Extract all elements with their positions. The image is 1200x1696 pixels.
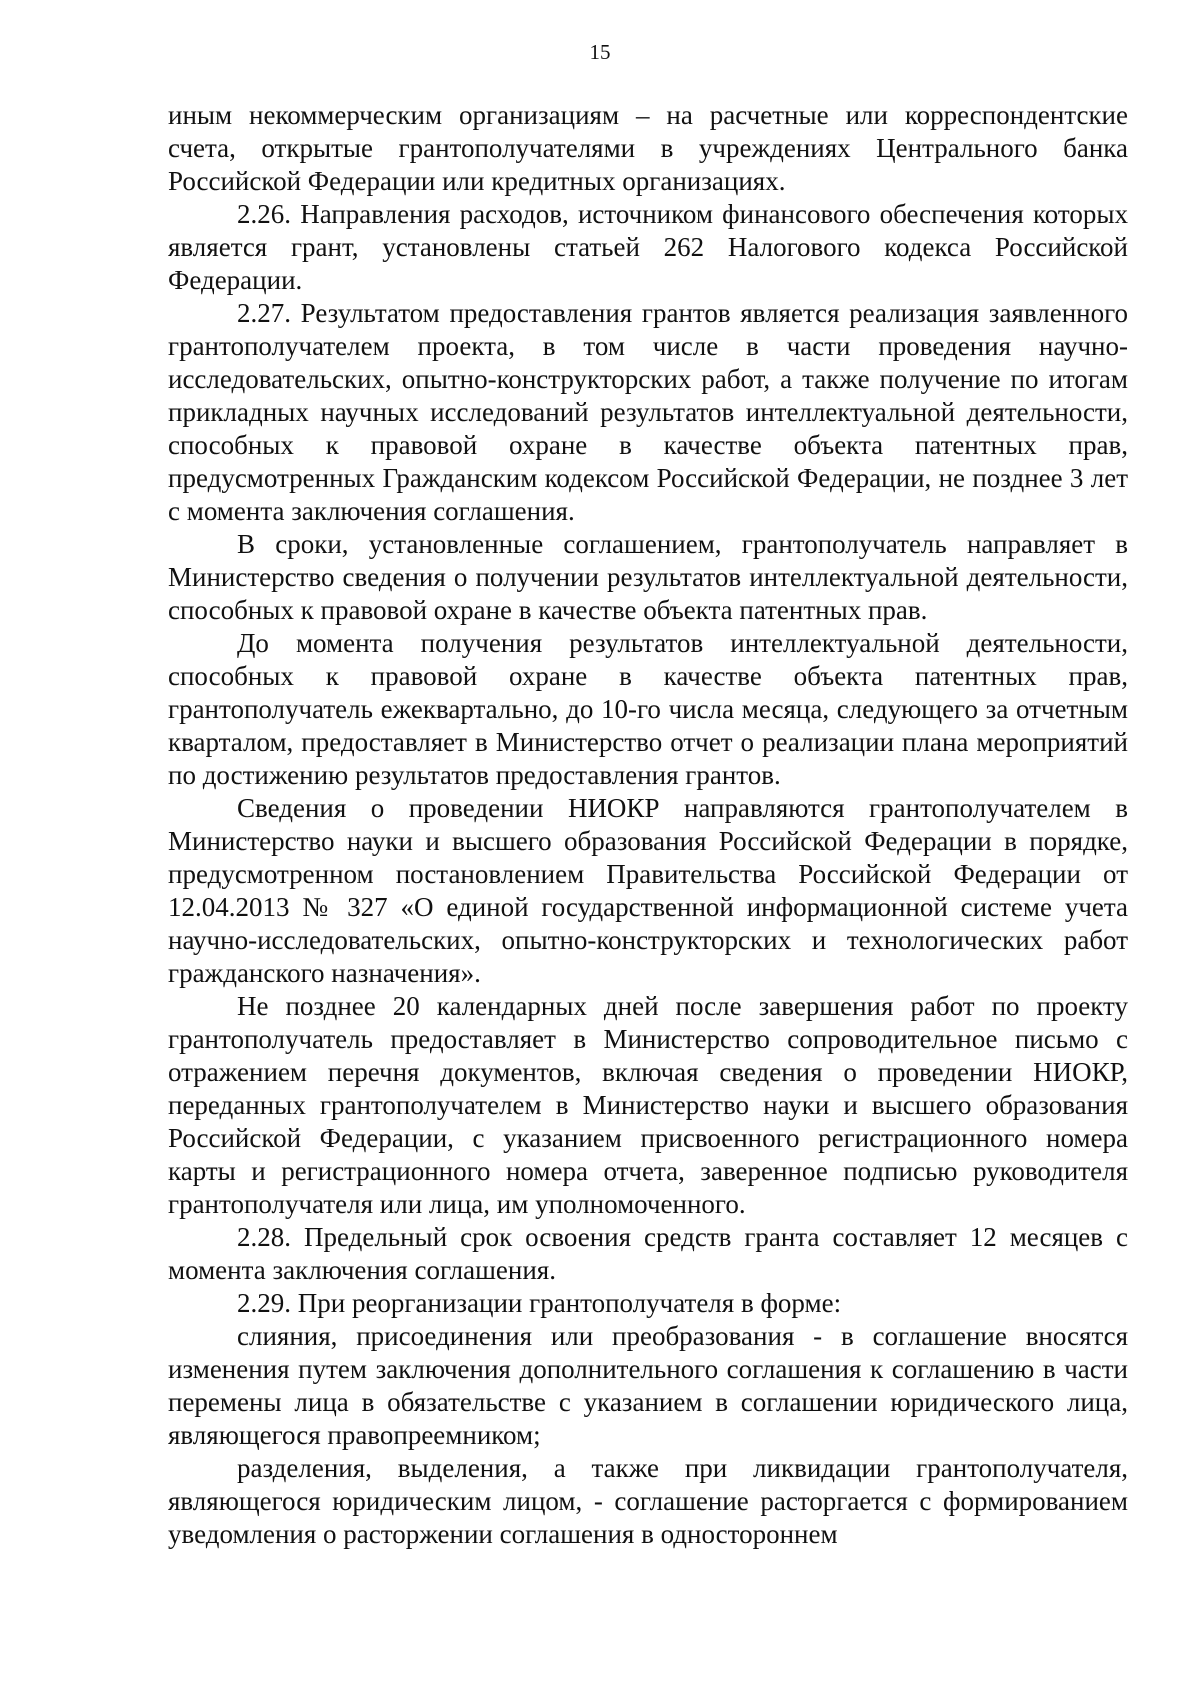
document-body (168, 99, 1128, 1551)
paragraph-2-27: 2.27. Результатом предоставления грантов является реализация заявленного грантополучателем проекта, в том числе в части проведения научно-исследовательских, опытно-конструкторских работ, а также получение по итогам прикладных научных исследований результатов интеллектуальной деятельности, способных к правовой охране в качестве объекта патентных прав, предусмотренных Гражданским кодексом Российской Федерации, не позднее 3 лет с момента заключения соглашения. (168, 298, 1128, 526)
paragraph-division: разделения, выделения, а также при ликвидации грантополучателя, являющегося юридическим лицом, - соглашение расторгается с формированием уведомления о расторжении соглашения в одностороннем (168, 1453, 1128, 1549)
paragraph-niokr-info: Сведения о проведении НИОКР направляются грантополучателем в Министерство науки и высшего образования Российской Федерации в порядке, предусмотренном постановлением Правительства Российской Федерации от 12.04.2013 № 327 «О единой государственной информационной системе учета научно-исследовательских, опытно-конструкторских и технологических работ гражданского назначения». (168, 793, 1128, 988)
paragraph-deadlines: В сроки, установленные соглашением, грантополучатель направляет в Министерство сведения о получении результатов интеллектуальной деятельности, способных к правовой охране в качестве объекта патентных прав. (168, 529, 1128, 625)
paragraph-2-26: 2.26. Направления расходов, источником финансового обеспечения которых является грант, установлены статьей 262 Налогового кодекса Российской Федерации. (168, 199, 1128, 295)
paragraph-continuation: иным некоммерческим организациям – на расчетные или корреспондентские счета, открытые грантополучателями в учреждениях Центрального банка Российской Федерации или кредитных организациях. (168, 100, 1128, 196)
paragraph-merger: слияния, присоединения или преобразования - в соглашение вносятся изменения путем заключения дополнительного соглашения к соглашению в части перемены лица в обязательстве с указанием в соглашении юридического лица, являющегося правопреемником; (168, 1321, 1128, 1450)
page-number: 15 (589, 40, 611, 64)
paragraph-2-29: 2.29. При реорганизации грантополучателя в форме: (237, 1288, 842, 1318)
paragraph-cover-letter: Не позднее 20 календарных дней после завершения работ по проекту грантополучатель предоставляет в Министерство сопроводительное письмо с отражением перечня документов, включая сведения о проведении НИОКР, переданных грантополучателем в Министерство науки и высшего образования Российской Федерации, с указанием присвоенного регистрационного номера карты и регистрационного номера отчета, заверенное подписью руководителя грантополучателя или лица, им уполномоченного. (168, 991, 1128, 1219)
paragraph-quarterly-report: До момента получения результатов интеллектуальной деятельности, способных к правовой охране в качестве объекта патентных прав, грантополучатель ежеквартально, до 10-го числа месяца, следующего за отчетным кварталом, предоставляет в Министерство отчет о реализации плана мероприятий по достижению результатов предоставления грантов. (168, 628, 1128, 790)
paragraph-2-28: 2.28. Предельный срок освоения средств гранта составляет 12 месяцев с момента заключения соглашения. (168, 1222, 1128, 1285)
